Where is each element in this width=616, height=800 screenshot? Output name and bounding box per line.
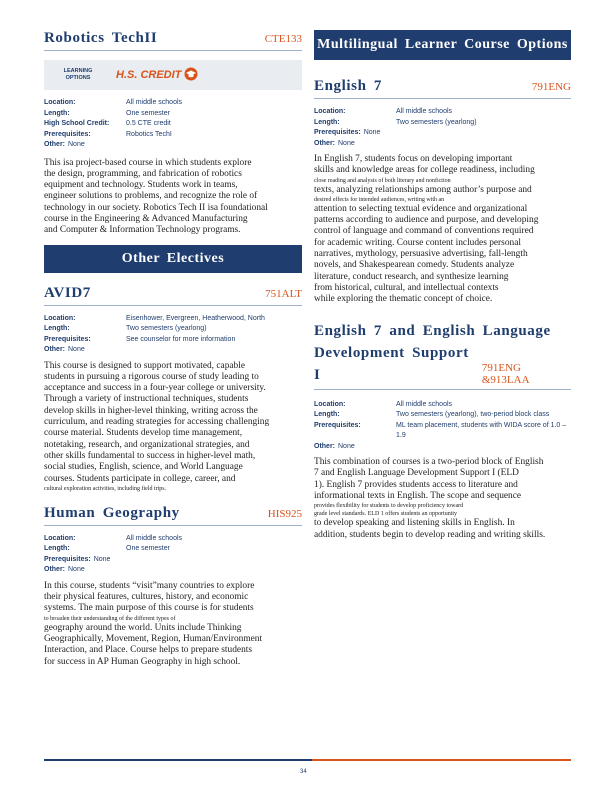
detail-label: Location: [314,108,346,115]
detail-value: All middle schools [126,99,183,106]
detail-row [44,130,302,141]
course-code: 751ALT [265,287,302,300]
description-line: for academic writing. Course content includes personal [314,237,521,248]
detail-value: Two semesters (yearlong) [126,325,207,333]
description-line: to develop speaking and listening skills in English. In [314,518,515,529]
learning-options-label: LEARNING OPTIONS [63,68,93,81]
section-banner-other-electives: Other Electives [44,245,302,273]
description-line: 7 and English Language Development Support I (ELD [314,468,519,479]
description-line: Through a variety of instructional techniques, students [44,394,249,405]
detail-label: Prerequisites: [44,130,91,138]
course-human-geography [44,505,302,668]
course-header [44,285,302,306]
detail-value: None [363,129,381,136]
description-line: equipment and technology. Students work in teams, [44,180,238,191]
description-line: geography around the world. Units include Thinking [44,622,242,633]
right-column [314,30,571,541]
course-title: Robotics TechII [44,30,158,46]
detail-label: Location: [44,314,76,322]
section-banner-multilingual-learner: Multilingual Learner Course Options [314,30,571,60]
description-line: systems. The main purpose of this course is for students [44,603,254,614]
description-line: from historical, cultural, and intellectual contexts [314,282,499,293]
detail-row [314,421,571,442]
description-line: In English 7, students focus on developing important [314,154,513,164]
left-column [44,30,302,668]
course-code: 791ENG &913LAA [481,361,530,386]
description-line: other skills fundamental to success in higher-level math, [44,450,256,461]
detail-row [44,335,302,346]
description-line: In this course, students “visit”many countries to explore [44,580,255,591]
detail-row [44,534,302,545]
course-details [314,400,571,453]
detail-label: Prerequisites: [314,421,361,429]
detail-value: All middle schools [396,108,453,115]
detail-value: One semester [126,109,170,117]
detail-value: None [338,442,355,450]
description-line: texts, analyzing relationships among author’s purpose and [314,184,532,195]
detail-row [44,324,302,335]
course-title-line-2: Development Support I [314,344,469,383]
course-description [44,581,302,668]
detail-label: Other: [44,566,65,574]
description-line: course material. Students develop time management, [44,428,243,439]
description-line-small: grade level standards. ELD 1 offers students an opportunity [314,511,458,518]
footer-rule-orange [312,759,571,761]
detail-label: Location: [44,534,76,542]
detail-value: None [68,346,85,354]
description-line: narratives, mythology, persuasive advertising, fall-length [314,249,528,260]
course-header [44,505,302,526]
detail-label: Other: [314,139,335,147]
detail-value: None [338,139,355,147]
description-line: informational texts in English. The scope and sequence [314,490,522,501]
course-details [314,107,571,149]
course-details [44,314,302,356]
detail-label: High School Credit: [44,120,110,127]
detail-label: Other: [44,141,65,148]
course-description [44,361,302,493]
detail-label: Prerequisites: [44,335,91,343]
description-line: notetaking, research, and organizational strategies, and [44,439,250,450]
description-line: patterns according to audience and purpose, and developing [314,215,539,226]
detail-label: Location: [44,99,76,106]
detail-label: Location: [314,400,346,408]
detail-row [44,98,302,109]
description-line: literature, conduct research, and synthesize learning [314,271,509,282]
detail-row [44,544,302,555]
detail-row [44,555,302,566]
detail-row [314,410,571,421]
detail-row [314,118,571,129]
course-avid7 [44,285,302,493]
detail-value: Two semesters (yearlong), two-period block class [396,411,550,419]
description-line: their physical features, cultures, history, and economic [44,592,249,603]
detail-value: None [93,555,111,563]
detail-value: Robotics TechI [126,130,172,138]
detail-value: One semester [126,545,170,553]
detail-value: Two semesters (yearlong) [396,118,477,126]
detail-value: None [68,566,85,574]
detail-row [44,314,302,325]
course-title-line-1: English 7 and English Language [314,322,551,339]
course-code: HIS925 [267,507,302,520]
detail-label: Other: [314,442,335,450]
description-line: attention to selecting textual evidence and organizational [314,203,528,214]
detail-row [44,119,302,130]
description-line: social studies, English, science, and World Language [44,462,243,473]
detail-row [314,400,571,411]
course-description [314,154,571,306]
detail-row [314,139,571,150]
description-line: while exploring the thematic concept of choice. [314,294,493,305]
description-line: curriculum, and reading strategies for accessing challenging [44,417,270,428]
course-header [314,78,571,99]
detail-value: 0.5 CTE credit [126,120,171,127]
detail-label: Other: [44,346,65,354]
detail-value: All middle schools [396,400,453,408]
course-english-7 [314,78,571,306]
detail-label: Length: [44,545,70,553]
detail-row [44,109,302,120]
detail-row [314,442,571,453]
description-line: for success in AP Human Geography in high school. [44,656,241,667]
detail-row [44,345,302,356]
description-line: control of language and command of conventions required [314,226,534,237]
detail-label: Prerequisites: [314,129,361,136]
course-details [44,98,302,151]
description-line: novels, and Shakespearean comedy. Students analyze [314,260,515,271]
description-line: skills and knowledge areas for college readiness, including [314,165,535,176]
detail-label: Length: [44,109,70,117]
course-description [314,457,571,541]
course-description [44,158,302,237]
description-line: develop skills in higher-level thinking, writing across the [44,405,258,416]
description-line: This combination of courses is a two-period block of English [314,457,544,468]
course-english-7-eld-support [314,320,571,541]
detail-value: All middle schools [126,534,183,542]
description-line-small: close reading and analysis of both literary and nonfiction [314,177,451,184]
hs-credit-badge [116,67,198,84]
description-line: Geographically, Movement, Region, Human/Environment [44,634,263,645]
graduation-cap-icon [184,67,198,84]
description-line: addition, students begin to develop reading and writing skills. [314,529,546,540]
description-line: Interaction, and Place. Course helps to prepare students [44,645,253,656]
course-code: CTE133 [264,33,302,45]
detail-row [44,140,302,151]
description-line-small: to broaden their understanding of the different types of [44,615,176,622]
footer-rule-navy [44,759,312,761]
description-line: and Computer & Information Technology programs. [44,225,241,236]
detail-value: See counselor for more information [126,335,236,343]
description-line: engineer solutions to problems, and recognize the role of [44,191,258,202]
description-line: courses. Students participate in college, career, and [44,473,236,484]
course-header [314,342,571,390]
description-line: the design, programming, and fabrication of robotics [44,168,242,179]
detail-label: Length: [314,118,340,126]
course-title: Human Geography [44,504,180,521]
description-line: students in pursuing a rigorous course of study leading to [44,371,259,382]
description-line: 1). English 7 provides students access to literature and [314,479,518,490]
description-line-small: provides flexibility for students to develop proficiency toward [314,503,464,510]
description-line: course in the Engineering & Advanced Manufacturing [44,213,248,224]
detail-label: Length: [44,325,70,333]
course-details [44,534,302,576]
description-line-small: desired effects for intended audiences, writing with an [314,196,445,203]
detail-label: Prerequisites: [44,555,91,563]
detail-label: Length: [314,411,340,419]
course-header [44,30,302,51]
detail-row [314,107,571,118]
course-code: 791ENG [531,81,571,93]
page-number: 34 [300,769,307,775]
description-line: This course is designed to support motivated, capable [44,360,245,371]
hs-credit-label: H.S. CREDIT [116,69,182,81]
detail-value: None [68,141,85,148]
course-title: English 7 [314,78,383,94]
hs-credit-box [44,60,302,90]
description-line-small: cultural exploration activities, including field trips. [44,485,167,492]
description-line: technology in our society. Robotics Tech II isa foundational [44,202,268,213]
description-line: This isa project-based course in which students explore [44,157,252,168]
description-line: acceptance and success in a four-year college or university. [44,383,266,394]
detail-value: Eisenhower, Evergreen, Heatherwood, North [126,314,265,322]
detail-row [44,565,302,576]
detail-value: ML team placement, students with WIDA score of 1.0 – 1.9 [396,421,567,440]
course-robotics-tech-ii [44,30,302,237]
course-title: AVID7 [44,284,91,301]
detail-row [314,128,571,139]
